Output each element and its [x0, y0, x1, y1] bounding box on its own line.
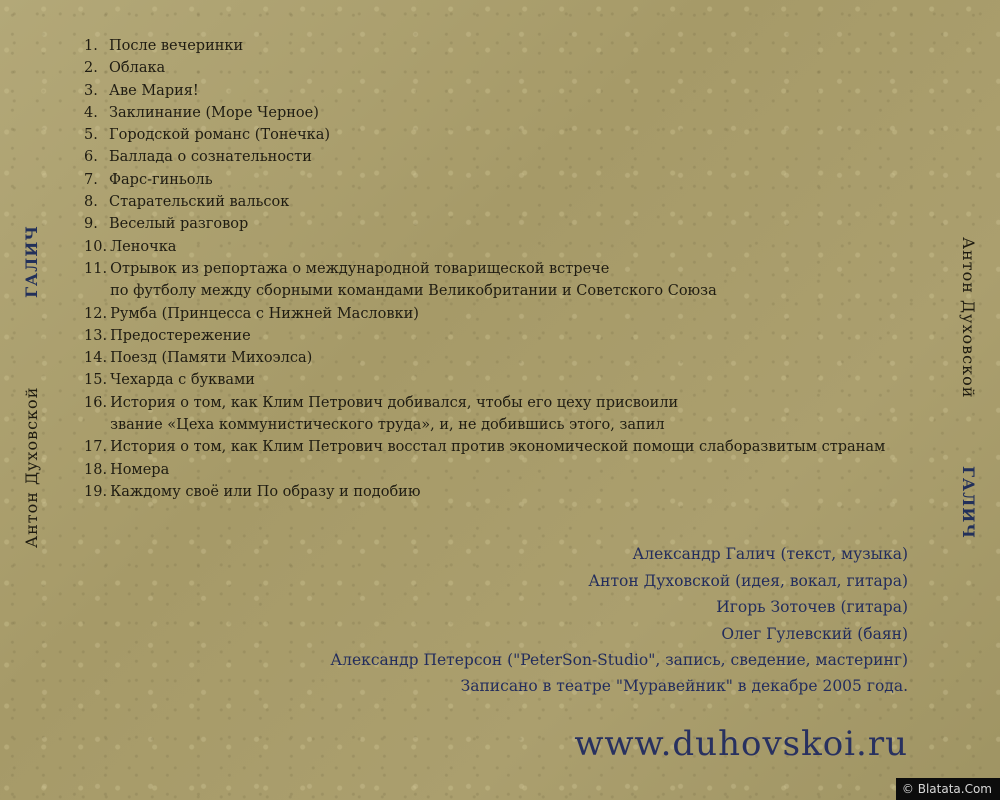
- track-item: [84, 369, 885, 391]
- track-title: Городской романс (Тонечка): [109, 127, 331, 144]
- credit-line: Александр Галич (текст, музыка): [632, 545, 908, 563]
- track-item: [84, 481, 885, 503]
- track-title: Веселый разговор: [109, 216, 249, 233]
- track-item: [84, 191, 885, 213]
- spine-artist-name-left: Антон Духовской: [22, 386, 41, 548]
- track-number: 7.: [84, 171, 98, 188]
- track-item: [84, 102, 885, 124]
- track-number: 18.: [84, 461, 108, 478]
- track-title: Старательский вальсок: [109, 194, 290, 211]
- track-number: 15.: [84, 372, 108, 389]
- credits-block: [330, 541, 908, 674]
- track-item: [84, 303, 885, 325]
- spine-album-title-right: ГАЛИЧ: [959, 466, 978, 539]
- track-title: Аве Мария!: [109, 82, 199, 99]
- track-title: Поезд (Памяти Михоэлса): [110, 350, 313, 367]
- track-title: История о том, как Клим Петрович восстал против экономической помощи слаборазвитым странам: [110, 439, 886, 456]
- track-number: 17.: [84, 439, 108, 456]
- track-title: Каждому своё или По образу и подобию: [110, 483, 421, 500]
- track-title: Фарс-гиньоль: [109, 171, 213, 188]
- track-item: [84, 236, 885, 258]
- track-number: 6.: [84, 149, 98, 166]
- track-number: 19.: [84, 483, 108, 500]
- track-number: 9.: [84, 216, 98, 233]
- track-item: [84, 146, 885, 168]
- track-item: [84, 258, 885, 303]
- track-title: Номера: [110, 461, 170, 478]
- track-title: Леночка: [110, 238, 177, 255]
- track-title: Предостережение: [110, 327, 251, 344]
- credit-line: Олег Гулевский (баян): [721, 624, 908, 643]
- track-number: 11.: [84, 260, 108, 277]
- track-title: Румба (Принцесса с Нижней Масловки): [110, 305, 419, 322]
- track-item: [84, 80, 885, 102]
- tracklist: [84, 35, 885, 503]
- track-number: 12.: [84, 305, 108, 322]
- track-number: 1.: [84, 38, 98, 54]
- track-number: 2.: [84, 60, 98, 77]
- track-number: 13.: [84, 327, 108, 344]
- watermark: © Blatata.Com: [896, 778, 1000, 800]
- track-number: 4.: [84, 104, 98, 121]
- track-item: [84, 459, 885, 481]
- track-number: 5.: [84, 127, 98, 144]
- credit-line: Александр Петерсон ("PeterSon-Studio", запись, сведение, мастеринг): [330, 651, 908, 669]
- website-link[interactable]: www.duhovskoi.ru: [574, 724, 908, 764]
- track-title: Облака: [109, 60, 166, 77]
- track-number: 8.: [84, 194, 98, 211]
- track-title: Чехарда с буквами: [110, 372, 255, 389]
- track-title: После вечеринки: [109, 38, 244, 54]
- credit-line: Антон Духовской (идея, вокал, гитара): [588, 571, 908, 590]
- spine-album-title-left: ГАЛИЧ: [22, 225, 41, 298]
- track-title: Баллада о сознательности: [109, 149, 312, 166]
- track-item: [84, 57, 885, 79]
- recording-note: Записано в театре "Муравейник" в декабре 2005 года.: [460, 677, 908, 695]
- track-title: История о том, как Клим Петрович добивался, чтобы его цеху присвоили звание «Цеха коммунистического труда», и, не добившись этого, запил: [110, 394, 679, 434]
- track-title: Заклинание (Море Черное): [109, 104, 319, 121]
- spine-artist-name-right: Антон Духовской: [959, 237, 978, 399]
- track-item: [84, 124, 885, 146]
- track-number: 3.: [84, 82, 98, 99]
- track-item: [84, 392, 885, 437]
- track-item: [84, 347, 885, 369]
- track-item: [84, 436, 885, 458]
- track-item: [84, 325, 885, 347]
- track-item: [84, 35, 885, 57]
- track-number: 14.: [84, 350, 108, 367]
- track-number: 16.: [84, 394, 108, 411]
- track-item: [84, 169, 885, 191]
- track-number: 10.: [84, 238, 108, 255]
- track-title: Отрывок из репортажа о международной товарищеской встрече по футболу между сборными командами Великобритании и Советского Союза: [110, 260, 717, 300]
- credit-line: Игорь Зоточев (гитара): [716, 598, 908, 616]
- track-item: [84, 213, 885, 235]
